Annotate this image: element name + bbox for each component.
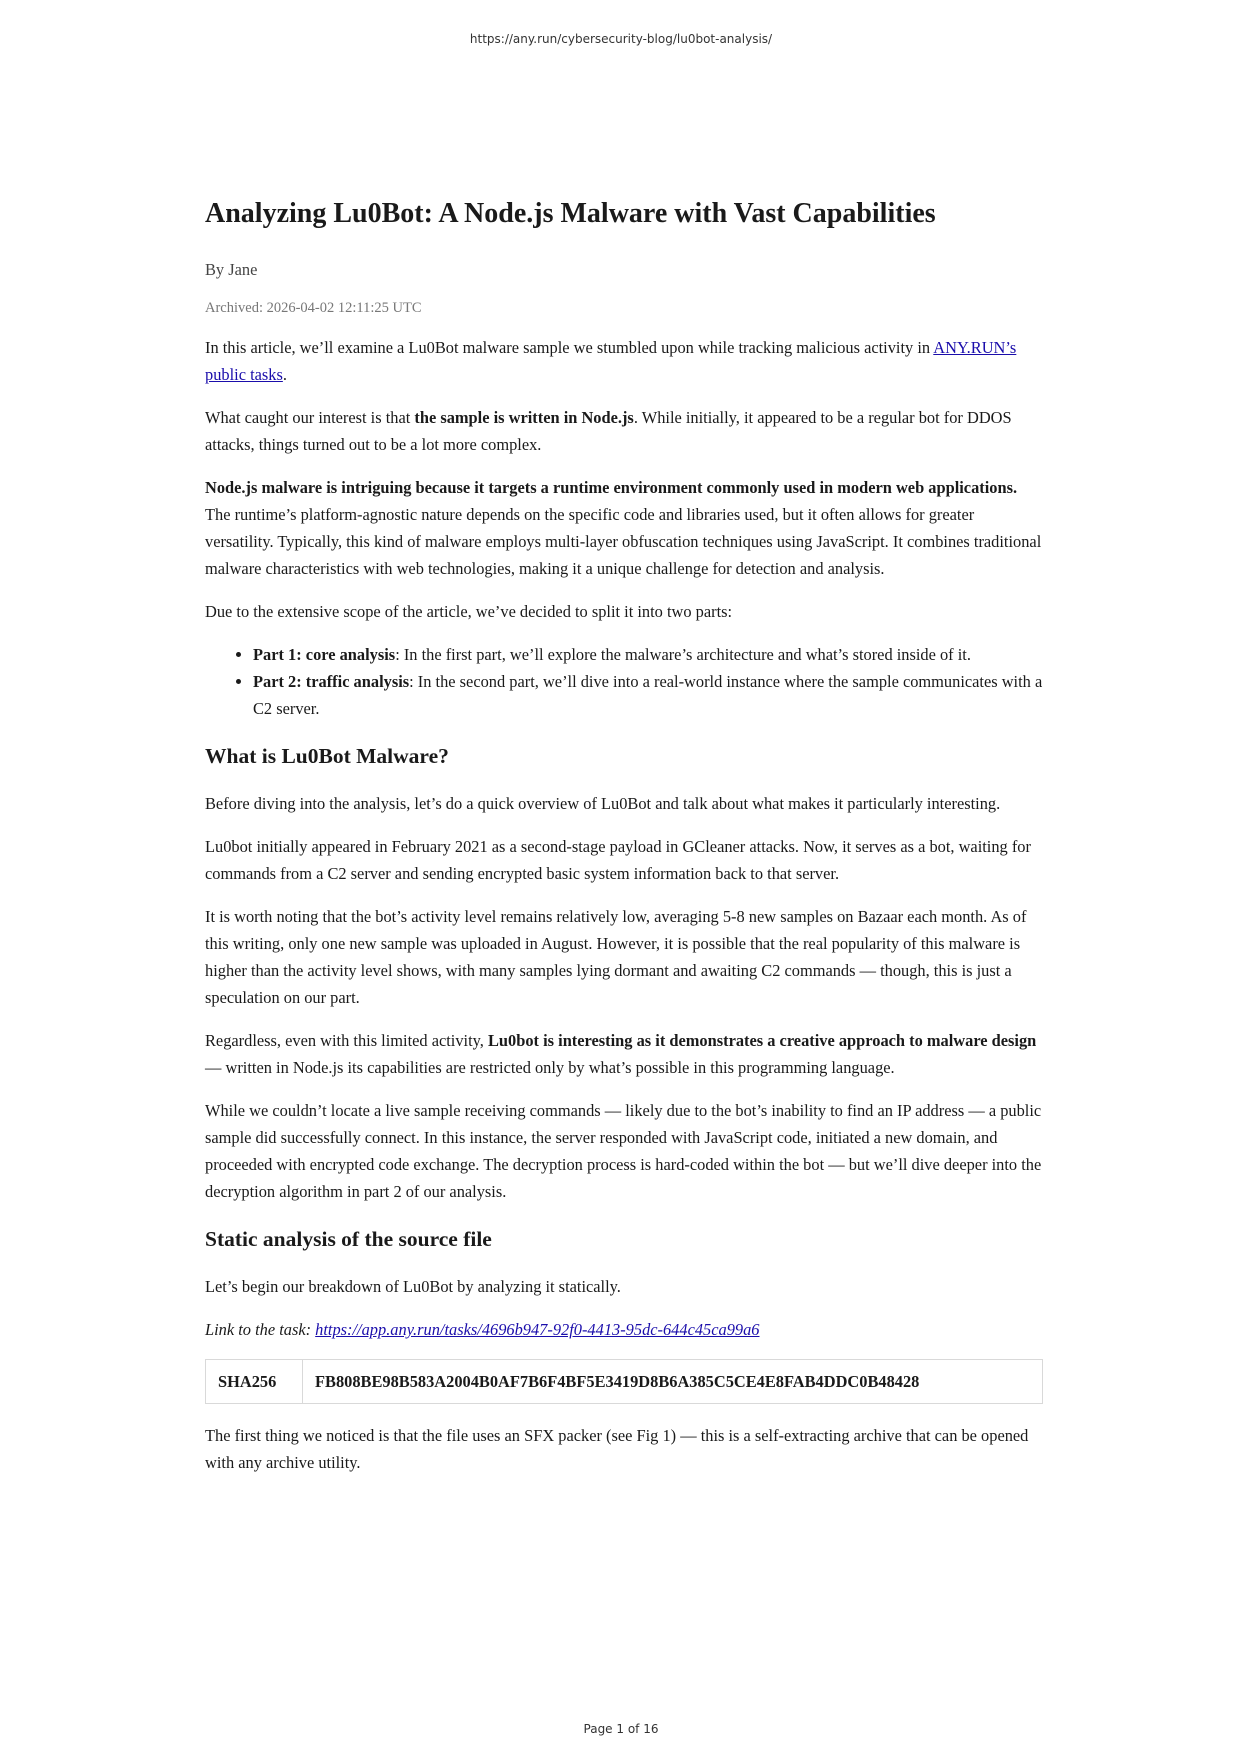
task-link[interactable]: https://app.any.run/tasks/4696b947-92f0-4413-95dc-644c45ca99a6 (315, 1320, 760, 1339)
creative-approach-paragraph: Regardless, even with this limited activity, Lu0bot is interesting as it demonstrates a creative approach to malware design — written in Node.js its capabilities are restricted only by what’s possible in this programming language. (205, 1031, 1037, 1077)
static-intro-paragraph: Let’s begin our breakdown of Lu0Bot by analyzing it statically. (205, 1277, 621, 1296)
live-sample-paragraph: While we couldn’t locate a live sample receiving commands — likely due to the bot’s inability to find an IP address — a public sample did successfully connect. In this instance, the server responded with JavaScript code, initiated a new domain, and proceeded with encrypted code exchange. The decryption process is hard-coded within the bot — but we’ll dive deeper into the decryption algorithm in part 2 of our analysis. (205, 1101, 1042, 1201)
public-tasks-link[interactable]: ANY.RUN’s public tasks (205, 338, 1017, 384)
activity-paragraph: It is worth noting that the bot’s activity level remains relatively low, averaging 5-8 new samples on Bazaar each month. As of this writing, only one new sample was uploaded in August. However, it is possible that the real popularity of this malware is higher than the activity level shows, with many samples lying dormant and awaiting C2 commands — though, this is just a speculation on our part. (205, 907, 1027, 1007)
nodejs-paragraph: What caught our interest is that the sample is written in Node.js. While initially, it appeared to be a regular bot for DDOS attacks, things turned out to be a lot more complex. (205, 408, 1012, 454)
hash-table (205, 1359, 1043, 1404)
runtime-paragraph: Node.js malware is intriguing because it targets a runtime environment commonly used in modern web applications. The runtime’s platform-agnostic nature depends on the specific code and libraries used, but it often allows for greater versatility. Typically, this kind of malware employs multi-layer obfuscation techniques using JavaScript. It combines traditional malware characteristics with web technologies, making it a unique challenge for detection and analysis. (205, 478, 1042, 578)
article-byline: By Jane (205, 260, 258, 279)
list-item: • Part 1: core analysis: In the first part, we’ll explore the malware’s architecture and what’s stored inside of it. (253, 641, 1043, 668)
overview-paragraph: Before diving into the analysis, let’s do a quick overview of Lu0Bot and talk about what makes it particularly interesting. (205, 794, 1001, 813)
intro-paragraph: In this article, we’ll examine a Lu0Bot malware sample we stumbled upon while tracking malicious activity in ANY.RUN’s public tasks. (205, 338, 1017, 384)
article-body (205, 196, 1043, 1492)
section-heading-static-analysis: Static analysis of the source file (205, 1227, 492, 1251)
hash-key-cell: SHA256 (206, 1360, 303, 1404)
parts-intro-paragraph: Due to the extensive scope of the article, we’ve decided to split it into two parts: (205, 602, 733, 621)
section-heading-what-is: What is Lu0Bot Malware? (205, 744, 449, 768)
parts-list (205, 641, 1043, 722)
history-paragraph: Lu0bot initially appeared in February 2021 as a second-stage payload in GCleaner attacks. Now, it serves as a bot, waiting for commands from a C2 server and sending encrypted basic system information back to that server. (205, 837, 1031, 883)
archived-timestamp: Archived: 2026-04-02 12:11:25 UTC (205, 300, 422, 316)
page-number: Page 1 of 16 (583, 1722, 659, 1736)
article-title: Analyzing Lu0Bot: A Node.js Malware with Vast Capabilities (205, 198, 936, 229)
table-row (206, 1360, 1043, 1404)
hash-value-cell: FB808BE98B583A2004B0AF7B6F4BF5E3419D8B6A385C5CE4E8FAB4DDC0B48428 (303, 1360, 1043, 1404)
sfx-paragraph: The first thing we noticed is that the file uses an SFX packer (see Fig 1) — this is a self-extracting archive that can be opened with any archive utility. (205, 1426, 1029, 1472)
list-item: • Part 2: traffic analysis: In the second part, we’ll dive into a real-world instance where the sample communicates with a C2 server. (253, 668, 1043, 722)
task-link-paragraph: Link to the task: https://app.any.run/tasks/4696b947-92f0-4413-95dc-644c45ca99a6 (205, 1320, 760, 1339)
page-url-header: https://any.run/cybersecurity-blog/lu0bot-analysis/ (469, 32, 773, 46)
